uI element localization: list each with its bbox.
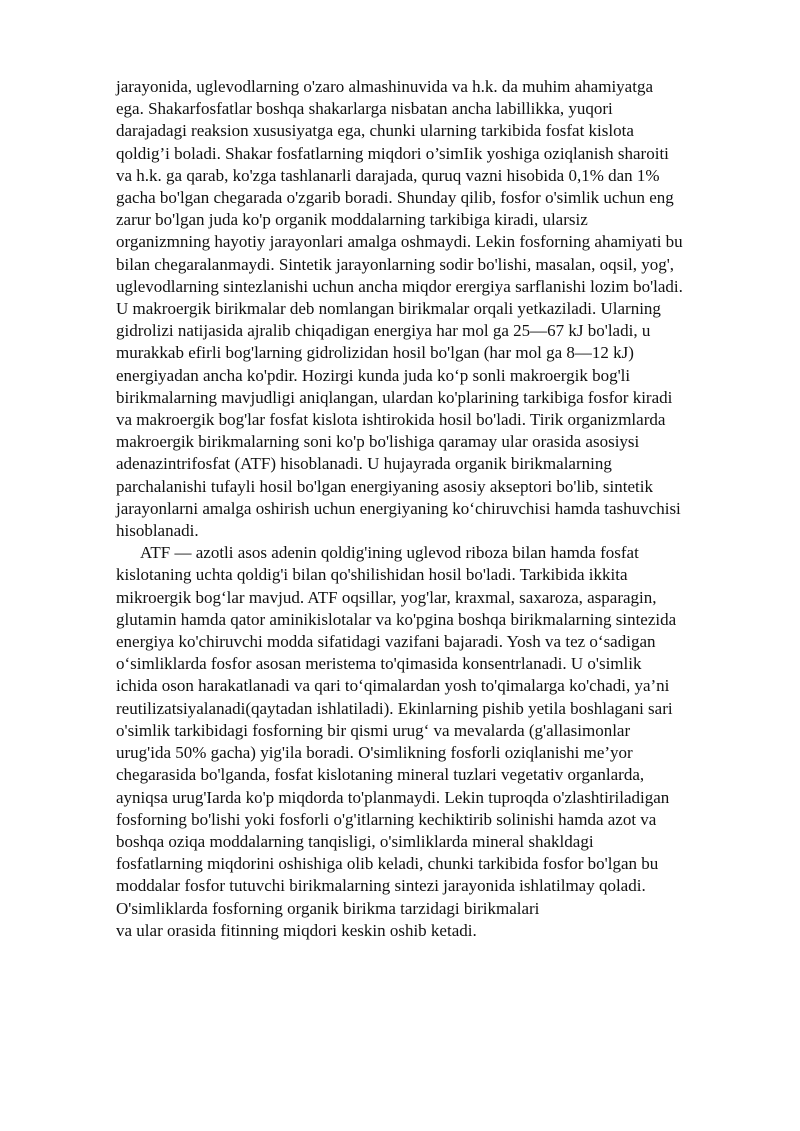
text-line: ega. Shakarfosfatlar boshqa shakarlarga nisbatan ancha labillikka, yuqori bbox=[116, 99, 613, 119]
text-line: ayniqsa urug'Iarda ko'p miqdorda to'planmaydi. Lekin tuproqda o'zlashtiriladigan bbox=[116, 787, 670, 807]
text-line: chegarasida bo'lganda, fosfat kislotaning mineral tuzlari vegetativ organlarda, bbox=[116, 765, 645, 785]
text-line: o‘simliklarda fosfor asosan meristema to'qimasida konsentrlanadi. U o'simlik bbox=[116, 654, 642, 674]
text-line: bilan chegaralanmaydi. Sintetik jarayonlarning sodir bo'lishi, masalan, oqsil, yog', bbox=[116, 254, 675, 274]
text-line: fosfatlarning miqdorini oshishiga olib keladi, chunki tarkibida fosfor bo'lgan bu bbox=[116, 854, 659, 874]
text-line: kislotaning uchta qoldig'i bilan qo'shilishidan hosil bo'ladi. Tarkibida ikkita bbox=[116, 565, 628, 585]
text-line: o'simlik tarkibidagi fosforning bir qismi urug‘ va mevalarda (g'allasimonlar bbox=[116, 720, 631, 740]
text-line: mikroergik bog‘lar mavjud. ATF oqsillar, yog'lar, kraxmal, saxaroza, asparagin, bbox=[116, 587, 657, 607]
text-line: fosforning bo'lishi yoki fosforli o'g'itlarning kechiktirib solinishi hamda azot va bbox=[116, 809, 657, 829]
text-line: adenazintrifosfat (ATF) hisoblanadi. U hujayrada organik birikmalarning bbox=[116, 454, 612, 474]
text-line: qoldig’i boladi. Shakar fosfatlarning miqdori o’simIik yoshiga oziqlanish sharoiti bbox=[116, 143, 669, 163]
text-line: ATF — azotli asos adenin qoldig'ining uglevod riboza bilan hamda fosfat bbox=[140, 543, 639, 563]
text-line: O'simliklarda fosforning organik birikma tarzidagi birikmalari bbox=[116, 898, 540, 918]
text-line: va ular orasida fitinning miqdori keskin oshib ketadi. bbox=[116, 920, 477, 940]
text-line: energiya ko'chiruvchi modda sifatidagi vazifani bajaradi. Yosh va tez o‘sadigan bbox=[116, 632, 656, 652]
text-line: jarayonida, uglevodlarning o'zaro almashinuvida va h.k. da muhim ahamiyatga bbox=[116, 77, 653, 96]
document-page bbox=[116, 76, 746, 942]
text-line: makroergik birikmalarning soni ko'p bo'lishiga qaramay ular orasida asosiysi bbox=[116, 432, 640, 452]
text-line: uglevodlarning sintezlanishi uchun ancha miqdor erergiya sarflanishi lozim bo'ladi. bbox=[116, 276, 683, 296]
text-line: urug'ida 50% gacha) yig'ila boradi. O'simlikning fosforli oziqlanishi me’yor bbox=[116, 743, 633, 763]
text-line: jarayonlarni amalga oshirish uchun energiyaning ko‘chiruvchisi hamda tashuvchisi bbox=[116, 498, 681, 518]
text-line: va makroergik bog'lar fosfat kislota ishtirokida hosil bo'ladi. Tirik organizmlarda bbox=[116, 410, 666, 430]
text-line: murakkab efirli bog'larning gidrolizidan hosil bo'lgan (har mol ga 8—12 kJ) bbox=[116, 343, 634, 363]
paragraph-1 bbox=[116, 76, 746, 542]
text-line: reutilizatsiyalanadi(qaytadan ishlatiladi). Ekinlarning pishib yetila boshlagani sari bbox=[116, 698, 673, 718]
text-line: moddalar fosfor tutuvchi birikmalarning sintezi jarayonida ishlatilmay qoladi. bbox=[116, 876, 646, 896]
text-line: boshqa oziqa moddalarning tanqisligi, o'simliklarda mineral shakldagi bbox=[116, 831, 594, 851]
paragraph-2 bbox=[116, 542, 746, 942]
text-line: va h.k. ga qarab, ko'zga tashlanarli darajada, quruq vazni hisobida 0,1% dan 1% bbox=[116, 165, 660, 185]
text-line: darajadagi reaksion xususiyatga ega, chunki ularning tarkibida fosfat kislota bbox=[116, 121, 634, 141]
text-line: zarur bo'lgan juda ko'p organik moddalarning tarkibiga kiradi, ularsiz bbox=[116, 210, 588, 230]
text-line: U makroergik birikmalar deb nomlangan birikmalar orqali yetkaziladi. Ularning bbox=[116, 299, 661, 319]
text-line: parchalanishi tufayli hosil bo'lgan energiyaning asosiy akseptori bo'lib, sintetik bbox=[116, 476, 653, 496]
text-line: organizmning hayotiy jarayonlari amalga oshmaydi. Lekin fosforning ahamiyati bu bbox=[116, 232, 683, 252]
text-line: birikmalarning mavjudligi aniqlangan, ulardan ko'plarining tarkibiga fosfor kiradi bbox=[116, 387, 673, 407]
text-line: ichida oson harakatlanadi va qari to‘qimalardan yosh to'qimalarga ko'chadi, ya’ni bbox=[116, 676, 670, 696]
text-line: gidrolizi natijasida ajralib chiqadigan energiya har mol ga 25—67 kJ bo'ladi, u bbox=[116, 321, 651, 341]
text-line: hisoblanadi. bbox=[116, 521, 199, 541]
text-line: gacha bo'lgan chegarada o'zgarib boradi. Shunday qilib, fosfor o'simlik uchun eng bbox=[116, 188, 674, 208]
text-line: energiyadan ancha ko'pdir. Hozirgi kunda juda ko‘p sonli makroergik bog'li bbox=[116, 365, 631, 385]
text-line: glutamin hamda qator aminikislotalar va ko'pgina boshqa birikmalarning sintezida bbox=[116, 609, 677, 629]
